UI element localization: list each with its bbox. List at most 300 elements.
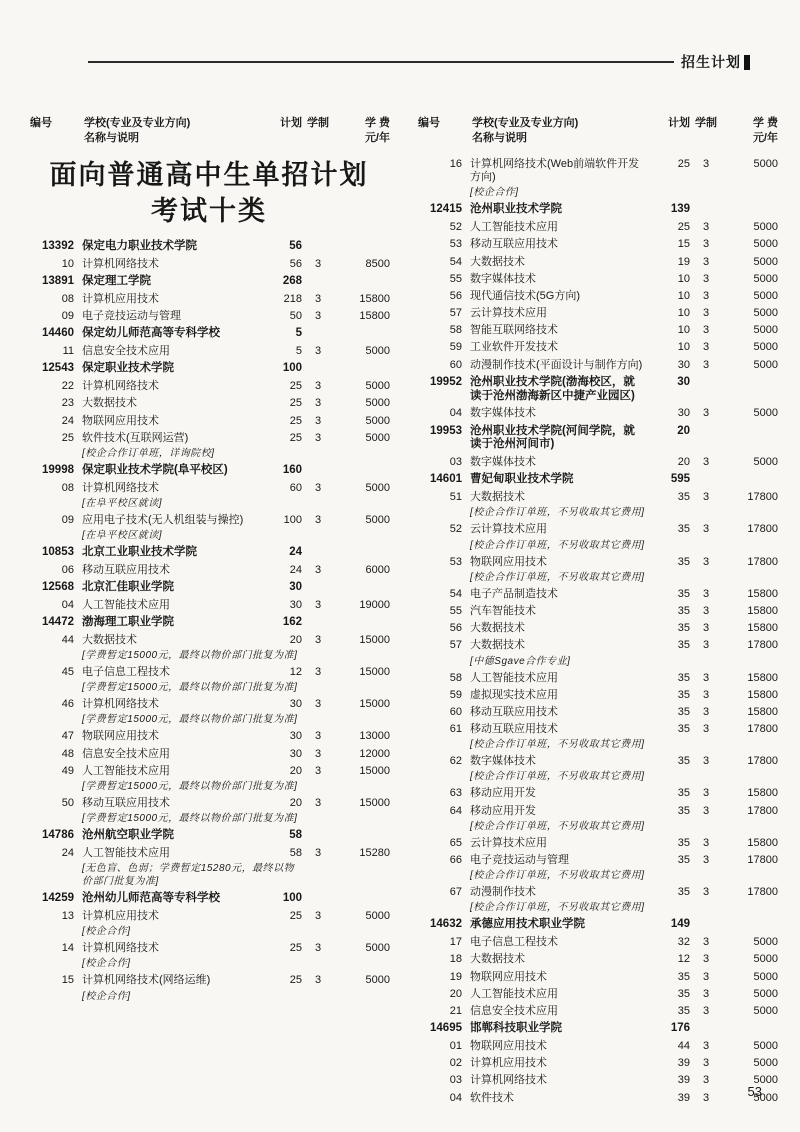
study-years: 3 [702, 221, 710, 234]
tuition-fee: 15000 [359, 764, 390, 777]
plan-count: 149 [670, 918, 690, 931]
major-name: 人工智能技术应用 [82, 764, 170, 777]
entry-code: 20 [449, 987, 462, 1000]
major-row [28, 345, 390, 358]
major-row [416, 256, 778, 269]
study-years: 3 [314, 797, 322, 809]
entry-code: 10 [61, 258, 74, 271]
tuition-fee: 15800 [747, 836, 778, 849]
school-row [416, 1022, 778, 1036]
note-row: [学费暂定15000元，最终以物价部门批复为准] [82, 781, 298, 792]
table-header-left [28, 116, 390, 146]
major-name: 数字媒体技术 [470, 407, 536, 420]
school-name: 北京工业职业技术学院 [82, 546, 197, 559]
entry-code: 06 [61, 563, 74, 576]
study-years: 3 [702, 723, 710, 736]
major-name: 计算机网络技术 [470, 1074, 547, 1087]
entry-code: 44 [61, 633, 74, 646]
major-name: 计算机网络技术 [82, 942, 159, 955]
study-years: 3 [702, 787, 710, 800]
plan-count: 35 [677, 705, 690, 718]
plan-count: 25 [289, 942, 302, 955]
study-years: 3 [702, 936, 710, 949]
plan-count: 268 [282, 275, 302, 288]
tuition-fee: 5000 [365, 909, 390, 922]
study-years: 3 [702, 1091, 710, 1104]
tuition-fee: 5000 [365, 397, 390, 410]
tuition-fee: 5000 [753, 238, 778, 251]
major-name: 人工智能技术应用 [470, 671, 558, 684]
major-name: 计算机应用技术 [470, 1057, 547, 1070]
school-name: 沧州职业技术学院(渤海校区，就读于沧州渤海新区中捷产业园区) [470, 375, 635, 402]
tuition-fee: 5000 [365, 481, 390, 494]
entry-code: 16 [449, 158, 462, 170]
tuition-fee: 5000 [753, 272, 778, 285]
major-name: 物联网应用技术 [470, 970, 547, 983]
plan-count: 35 [677, 787, 690, 800]
major-row [28, 432, 390, 445]
entry-code: 52 [449, 221, 462, 234]
major-row [416, 689, 778, 702]
header-label: 招生计划 [681, 54, 741, 70]
entry-code: 66 [449, 854, 462, 867]
plan-count: 10 [677, 341, 690, 354]
major-name: 数字媒体技术 [470, 272, 536, 285]
major-row [28, 258, 390, 271]
major-name: 电子信息工程技术 [82, 666, 170, 679]
major-name: 动漫制作技术 [470, 886, 536, 899]
school-row [28, 616, 390, 630]
major-row [416, 706, 778, 719]
major-row [28, 514, 390, 527]
major-name: 云计算技术应用 [470, 307, 547, 320]
school-name: 北京汇佳职业学院 [82, 581, 174, 594]
tuition-fee: 5000 [753, 341, 778, 354]
entry-code: 22 [61, 380, 74, 393]
tuition-fee: 15800 [747, 587, 778, 600]
study-years: 3 [702, 491, 710, 504]
plan-count: 35 [677, 804, 690, 817]
col-header-fee [722, 116, 778, 146]
school-row [416, 473, 778, 487]
col-header-school-line1: 学校(专业及专业方向) [472, 117, 579, 129]
school-name: 保定职业技术学院(阜平校区) [82, 463, 228, 476]
page-number: 53 [747, 1084, 762, 1099]
entry-code: 14786 [42, 829, 74, 842]
plan-count: 30 [677, 375, 690, 388]
plan-count: 176 [670, 1022, 690, 1035]
entry-code: 04 [449, 407, 462, 420]
entry-code: 15 [61, 974, 74, 987]
study-years: 3 [702, 970, 710, 983]
plan-count: 25 [289, 974, 302, 987]
plan-count: 35 [677, 688, 690, 701]
plan-count: 35 [677, 555, 690, 568]
major-name: 移动互联应用技术 [470, 723, 558, 736]
study-years: 3 [702, 289, 710, 302]
plan-count: 20 [289, 764, 302, 777]
note-row: [校企合作订单班，不另收取其它费用] [470, 739, 645, 751]
entry-code: 25 [61, 431, 74, 444]
major-row [416, 886, 778, 899]
study-years: 3 [314, 513, 322, 526]
col-header-fee-line1: 学 费 [364, 117, 390, 129]
school-name: 邯郸科技职业学院 [470, 1022, 562, 1035]
entry-code: 21 [449, 1004, 462, 1017]
major-row [28, 666, 390, 679]
major-name: 大数据技术 [82, 633, 137, 646]
major-name: 数字媒体技术 [470, 456, 536, 469]
major-row [416, 290, 778, 303]
entry-code: 54 [449, 255, 462, 268]
entry-code: 03 [449, 456, 462, 469]
section-title [28, 158, 390, 229]
major-row [416, 622, 778, 635]
study-years: 3 [702, 804, 710, 817]
page-header [88, 52, 750, 72]
study-years: 3 [314, 764, 322, 777]
study-years: 3 [314, 310, 322, 323]
major-name: 计算机应用技术 [82, 293, 159, 306]
tuition-fee: 15000 [359, 633, 390, 646]
major-name: 大数据技术 [470, 622, 525, 635]
entry-code: 13 [61, 909, 74, 922]
major-row [416, 787, 778, 800]
plan-count: 20 [677, 456, 690, 469]
study-years: 3 [314, 258, 322, 271]
plan-count: 25 [289, 380, 302, 393]
plan-count: 30 [677, 358, 690, 371]
tuition-fee: 5000 [753, 289, 778, 302]
major-row [416, 723, 778, 736]
plan-count: 30 [289, 698, 302, 711]
entry-code: 02 [449, 1057, 462, 1070]
plan-count: 58 [289, 829, 302, 842]
table-header [28, 116, 778, 146]
major-row [416, 221, 778, 234]
major-name: 人工智能技术应用 [82, 846, 170, 859]
school-row [28, 240, 390, 254]
entry-code: 14 [61, 942, 74, 955]
tuition-fee: 5000 [753, 456, 778, 469]
study-years: 3 [702, 307, 710, 320]
note-row: [在阜平校区就读] [82, 497, 163, 509]
content-columns [28, 158, 778, 1109]
entry-code: 10853 [42, 546, 74, 559]
plan-count: 35 [677, 622, 690, 635]
tuition-fee: 5000 [365, 380, 390, 393]
major-row [416, 854, 778, 867]
plan-count: 160 [282, 463, 302, 476]
major-row [28, 482, 390, 495]
entry-code: 09 [61, 310, 74, 323]
school-row [28, 275, 390, 289]
school-name: 渤海理工职业学院 [82, 616, 174, 629]
entry-code: 50 [61, 797, 74, 809]
major-row [416, 273, 778, 286]
plan-count: 218 [283, 293, 302, 306]
entry-code: 45 [61, 666, 74, 679]
entry-code: 09 [61, 513, 74, 526]
col-header-fee [334, 116, 390, 146]
entry-code: 08 [61, 481, 74, 494]
plan-count: 24 [289, 563, 302, 576]
major-row [28, 293, 390, 306]
major-name: 软件技术(互联网运营) [82, 431, 189, 444]
tuition-fee: 15800 [747, 622, 778, 635]
entry-code: 14460 [42, 327, 74, 340]
entry-code: 24 [61, 846, 74, 859]
tuition-fee: 5000 [753, 936, 778, 949]
col-header-school-line2: 名称与说明 [472, 131, 527, 144]
right-column [416, 158, 778, 1109]
plan-count: 25 [677, 158, 690, 170]
plan-count: 25 [289, 431, 302, 444]
tuition-fee: 15800 [747, 787, 778, 800]
major-row [28, 380, 390, 393]
tuition-fee: 13000 [359, 730, 390, 743]
entry-code: 08 [61, 293, 74, 306]
entry-code: 57 [449, 639, 462, 652]
school-name: 保定理工学院 [82, 275, 151, 288]
major-name: 云计算技术应用 [470, 836, 547, 849]
major-row [416, 341, 778, 354]
school-name: 沧州职业技术学院 [470, 203, 562, 216]
tuition-fee: 5000 [753, 970, 778, 983]
note-row: [校企合作订单班，详询院校] [82, 447, 215, 459]
major-name: 计算机网络技术 [82, 481, 159, 494]
major-row [28, 974, 390, 987]
plan-count: 56 [289, 258, 302, 271]
entry-code: 14695 [430, 1022, 462, 1035]
header-rule [88, 61, 674, 63]
plan-count: 60 [289, 481, 302, 494]
major-row [28, 634, 390, 647]
entry-code: 57 [449, 307, 462, 320]
major-name: 计算机网络技术(网络运维) [82, 974, 211, 987]
major-name: 移动互联应用技术 [82, 797, 170, 809]
study-years: 3 [314, 431, 322, 444]
major-name: 电子竞技运动与管理 [470, 854, 569, 867]
major-name: 电子竞技运动与管理 [82, 310, 181, 323]
study-years: 3 [702, 671, 710, 684]
plan-count: 10 [677, 307, 690, 320]
entry-code: 60 [449, 358, 462, 371]
col-header-plan: 计划 [668, 117, 690, 129]
plan-count: 20 [289, 797, 302, 809]
major-row [416, 307, 778, 320]
school-row [28, 362, 390, 376]
plan-count: 30 [289, 747, 302, 760]
note-row: [校企合作] [82, 958, 131, 970]
plan-count: 35 [677, 491, 690, 504]
tuition-fee: 5000 [753, 407, 778, 420]
col-header-plan: 计划 [280, 117, 302, 129]
plan-count: 10 [677, 324, 690, 337]
study-years: 3 [702, 622, 710, 635]
entry-code: 12415 [430, 203, 462, 216]
plan-count: 25 [677, 221, 690, 234]
study-years: 3 [314, 698, 322, 711]
tuition-fee: 5000 [753, 255, 778, 268]
major-name: 电子产品制造技术 [470, 587, 558, 600]
school-row [28, 327, 390, 341]
entry-code: 48 [61, 747, 74, 760]
study-years: 3 [702, 755, 710, 768]
plan-count: 30 [289, 598, 302, 611]
major-row [416, 324, 778, 337]
study-years: 3 [314, 563, 322, 576]
major-row [28, 564, 390, 577]
plan-count: 35 [677, 587, 690, 600]
study-years: 3 [702, 639, 710, 652]
entry-code: 59 [449, 341, 462, 354]
entry-code: 19 [449, 970, 462, 983]
col-header-school [76, 116, 262, 146]
entry-code: 13392 [42, 240, 74, 253]
entry-code: 19953 [430, 424, 462, 437]
major-name: 云计算技术应用 [470, 523, 547, 536]
entry-code: 58 [449, 324, 462, 337]
header-bar-icon [744, 55, 750, 70]
major-name: 信息安全技术应用 [82, 747, 170, 760]
note-row: [校企合作订单班，不另收取其它费用] [470, 771, 645, 783]
tuition-fee: 5000 [365, 345, 390, 358]
study-years: 3 [314, 633, 322, 646]
plan-count: 100 [282, 362, 302, 375]
major-name: 工业软件开发技术 [470, 341, 558, 354]
entry-code: 62 [449, 755, 462, 768]
study-years: 3 [702, 705, 710, 718]
school-name: 沧州幼儿师范高等专科学校 [82, 892, 220, 905]
major-row [416, 672, 778, 685]
tuition-fee: 5000 [365, 513, 390, 526]
major-row [416, 1005, 778, 1018]
plan-count: 25 [289, 414, 302, 427]
tuition-fee: 15800 [747, 688, 778, 701]
entry-code: 14601 [430, 473, 462, 486]
tuition-fee: 5000 [753, 987, 778, 1000]
entry-code: 60 [449, 705, 462, 718]
study-years: 3 [314, 730, 322, 743]
plan-count: 35 [677, 523, 690, 536]
major-row [416, 1040, 778, 1053]
major-name: 人工智能技术应用 [470, 221, 558, 234]
major-name: 大数据技术 [470, 491, 525, 504]
note-row: [校企合作订单班，不另收取其它费用] [470, 571, 645, 583]
plan-count: 35 [677, 671, 690, 684]
major-name: 移动应用开发 [470, 804, 536, 817]
plan-count: 24 [289, 546, 302, 559]
entry-code: 51 [449, 491, 462, 504]
col-header-fee-line2: 元/年 [752, 131, 778, 144]
tuition-fee: 15800 [359, 310, 390, 323]
plan-count: 35 [677, 755, 690, 768]
major-row [416, 523, 778, 536]
tuition-fee: 8500 [365, 258, 390, 271]
entry-code: 23 [61, 397, 74, 410]
plan-count: 5 [295, 345, 302, 358]
major-row [416, 639, 778, 652]
entry-code: 61 [449, 723, 462, 736]
major-row [416, 953, 778, 966]
plan-count: 39 [677, 1091, 690, 1104]
major-name: 移动应用开发 [470, 787, 536, 800]
tuition-fee: 6000 [365, 563, 390, 576]
note-row: [校企合作订单班，不另收取其它费用] [470, 539, 645, 551]
section-title-line2: 考试十类 [151, 195, 267, 226]
tuition-fee: 5000 [753, 307, 778, 320]
plan-count: 10 [677, 289, 690, 302]
plan-count: 15 [677, 238, 690, 251]
study-years: 3 [314, 345, 322, 358]
school-name: 保定职业技术学院 [82, 362, 174, 375]
col-header-fee-line1: 学 费 [752, 117, 778, 129]
major-row [28, 910, 390, 923]
study-years: 3 [702, 158, 710, 170]
plan-count: 44 [677, 1039, 690, 1052]
plan-count: 50 [289, 310, 302, 323]
study-years: 3 [314, 397, 322, 410]
tuition-fee: 5000 [753, 324, 778, 337]
major-row [28, 748, 390, 761]
study-years: 3 [314, 909, 322, 922]
major-name: 虚拟现实技术应用 [470, 688, 558, 701]
entry-code: 55 [449, 604, 462, 617]
school-row [28, 464, 390, 478]
major-row [416, 1057, 778, 1070]
major-row [28, 415, 390, 428]
entry-code: 65 [449, 836, 462, 849]
entry-code: 19952 [430, 375, 462, 388]
tuition-fee: 15000 [359, 797, 390, 809]
study-years: 3 [702, 1057, 710, 1070]
major-row [28, 765, 390, 778]
plan-count: 25 [289, 909, 302, 922]
school-row [416, 376, 778, 404]
study-years: 3 [314, 414, 322, 427]
tuition-fee: 15800 [747, 671, 778, 684]
entry-code: 18 [449, 953, 462, 966]
study-years: 3 [314, 747, 322, 760]
plan-count: 12 [289, 666, 302, 679]
entry-code: 14259 [42, 892, 74, 905]
plan-count: 32 [677, 936, 690, 949]
major-row [28, 797, 390, 810]
col-header-code: 编号 [30, 117, 52, 129]
tuition-fee: 5000 [365, 974, 390, 987]
major-name: 物联网应用技术 [82, 730, 159, 743]
study-years: 3 [702, 555, 710, 568]
major-row [28, 942, 390, 955]
plan-count: 35 [677, 970, 690, 983]
entry-code: 11 [62, 345, 74, 358]
major-row [416, 1092, 778, 1105]
study-years: 3 [702, 953, 710, 966]
school-row [28, 892, 390, 906]
school-row [28, 829, 390, 843]
note-row: [无色盲、色弱；学费暂定15280元，最终以物价部门批复为准] [82, 863, 295, 888]
note-row: [校企合作订单班，不另收取其它费用] [470, 820, 645, 832]
col-header-code: 编号 [418, 117, 440, 129]
note-row: [学费暂定15000元，最终以物价部门批复为准] [82, 714, 298, 726]
study-years: 3 [702, 272, 710, 285]
major-row [416, 1074, 778, 1087]
left-column [28, 158, 390, 1109]
major-row [416, 456, 778, 469]
school-name: 承德应用技术职业学院 [470, 918, 585, 931]
tuition-fee: 5000 [365, 942, 390, 955]
